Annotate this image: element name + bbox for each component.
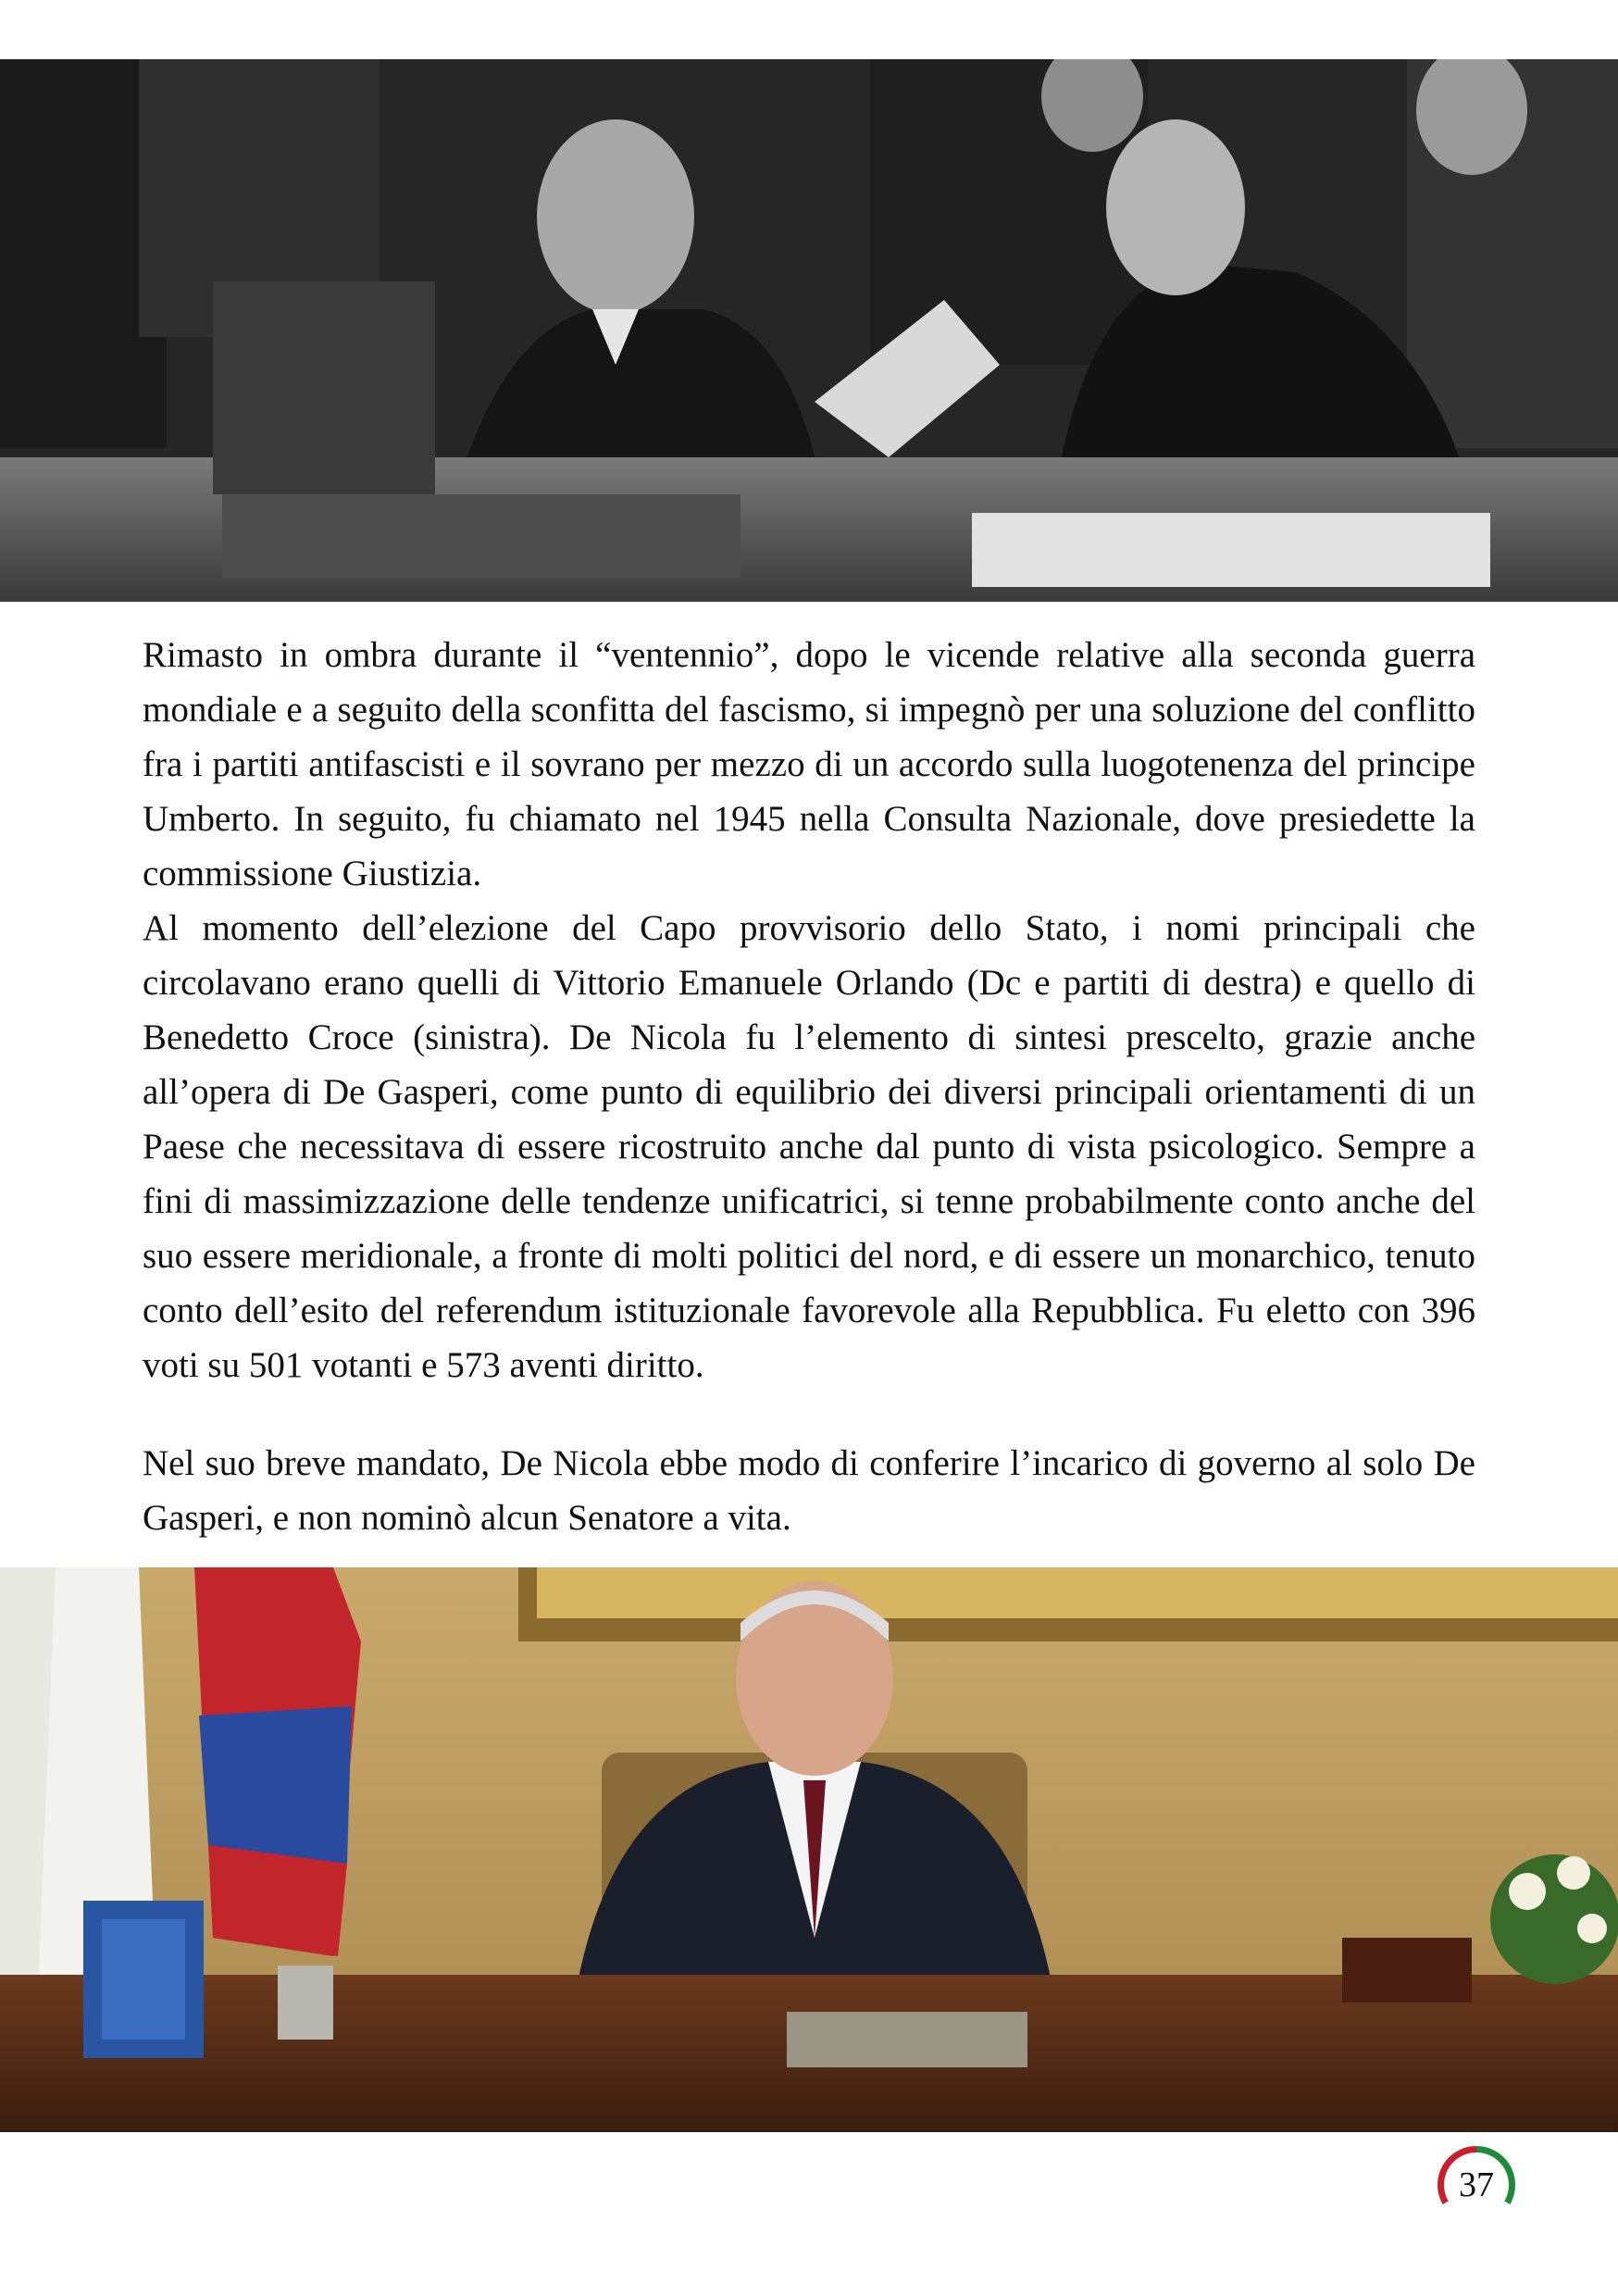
body-paragraph-1: Rimasto in ombra durante il “ventennio”, dopo le vicende relative alla seconda guerra mondiale e a seguito della sconfitta del fascismo, si impegnò per una soluzione del conflitto fra i partiti antifascisti e il sovrano per mezzo di un accordo sulla luogotenenza del principe Umberto. In seguito, fu chiamato nel 1945 nella Consulta Nazionale, dove presiedette la commissione Giustizia. <box>143 635 1475 893</box>
photo-president-at-desk <box>0 1567 1618 2132</box>
photo-signing-ceremony <box>0 59 1618 602</box>
photo-signing-ceremony-art <box>0 59 1618 602</box>
body-paragraph-3: Nel suo breve mandato, De Nicola ebbe modo di conferire l’incarico di governo al solo De Gasperi, e non nominò alcun Senatore a vita. <box>143 1443 1475 1538</box>
photo-president-at-desk-art <box>0 1567 1618 2132</box>
page-number-badge <box>1438 2146 1515 2224</box>
body-paragraph-2: Al momento dell’elezione del Capo provvisorio dello Stato, i nomi principali che circolavano erano quelli di Vittorio Emanuele Orlando (Dc e partiti di destra) e quello di Benedetto Croce (sinistra). De Nicola fu l’elemento di sintesi prescelto, grazie anche all’opera di De Gasperi, come punto di equilibrio dei diversi principali orientamenti di un Paese che necessitava di essere ricostruito anche dal punto di vista psicologico. Sempre a fini di massimizzazione delle tendenze unificatrici, si tenne probabilmente conto anche del suo essere meridionale, a fronte di molti politici del nord, e di essere un monarchico, tenuto conto dell’esito del referendum istituzionale favorevole alla Repubblica. Fu eletto con 396 voti su 501 votanti e 573 aventi diritto. <box>143 908 1475 1385</box>
page-number: 37 <box>1444 2152 1509 2217</box>
